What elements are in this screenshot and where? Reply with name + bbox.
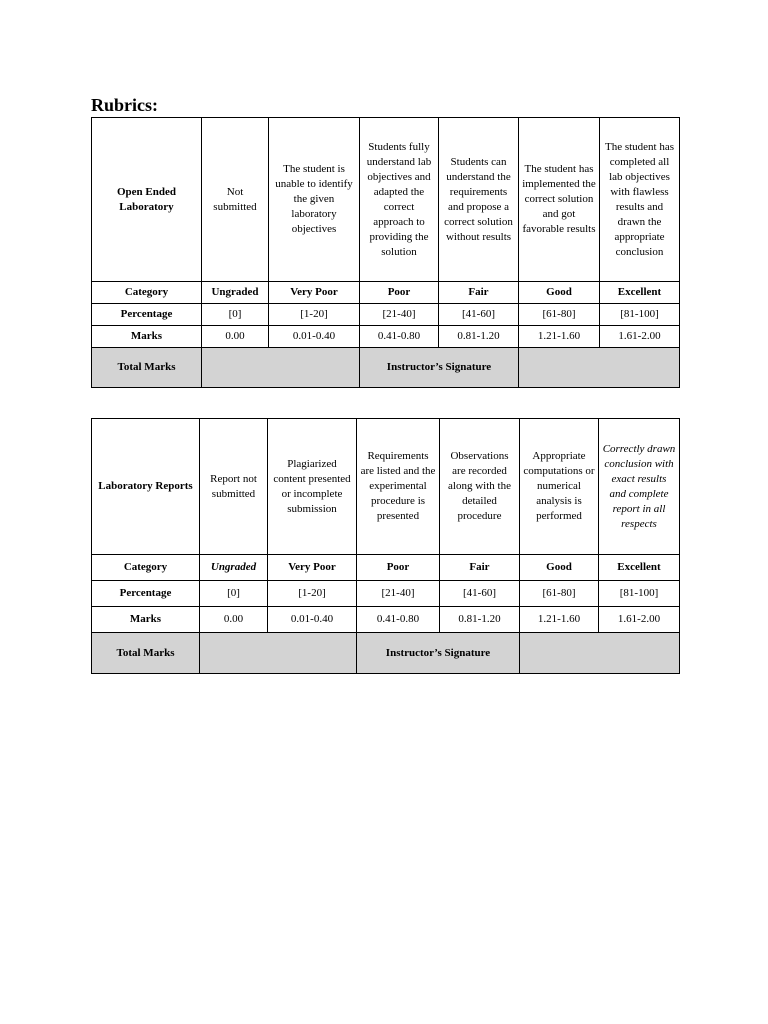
percentage-cell: [0]	[200, 581, 268, 607]
percentage-cell: [61-80]	[520, 581, 599, 607]
total-marks-value-field[interactable]	[200, 633, 357, 674]
marks-label: Marks	[92, 607, 200, 633]
description-cell-ungraded: Report not submitted	[200, 419, 268, 555]
category-cell: Poor	[357, 555, 440, 581]
percentage-cell: [0]	[202, 304, 269, 326]
marks-cell: 0.01-0.40	[269, 326, 360, 348]
percentage-cell: [21-40]	[360, 304, 439, 326]
marks-cell: 0.81-1.20	[439, 326, 519, 348]
percentage-cell: [81-100]	[599, 581, 680, 607]
marks-cell: 0.00	[200, 607, 268, 633]
description-cell-very-poor: The student is unable to identify the given laboratory objectives	[269, 118, 360, 282]
description-cell-very-poor: Plagiarized content presented or incomplete submission	[268, 419, 357, 555]
percentage-row	[92, 304, 680, 326]
total-marks-label: Total Marks	[92, 633, 200, 674]
marks-row	[92, 326, 680, 348]
description-row	[92, 118, 680, 282]
total-marks-label: Total Marks	[92, 348, 202, 388]
category-cell: Ungraded	[202, 282, 269, 304]
description-cell-poor: Requirements are listed and the experimental procedure is presented	[357, 419, 440, 555]
category-cell: Good	[519, 282, 600, 304]
percentage-cell: [41-60]	[439, 304, 519, 326]
description-cell-good: Appropriate computations or numerical analysis is performed	[520, 419, 599, 555]
percentage-label: Percentage	[92, 581, 200, 607]
marks-cell: 1.21-1.60	[520, 607, 599, 633]
category-row	[92, 282, 680, 304]
marks-cell: 0.81-1.20	[440, 607, 520, 633]
instructor-signature-field[interactable]	[519, 348, 680, 388]
table-title-cell: Laboratory Reports	[92, 419, 200, 555]
category-label: Category	[92, 282, 202, 304]
marks-label: Marks	[92, 326, 202, 348]
category-cell: Excellent	[599, 555, 680, 581]
percentage-cell: [21-40]	[357, 581, 440, 607]
description-cell-poor: Students fully understand lab objectives and adapted the correct approach to providing the solution	[360, 118, 439, 282]
category-cell: Ungraded	[200, 555, 268, 581]
percentage-cell: [41-60]	[440, 581, 520, 607]
category-cell: Good	[520, 555, 599, 581]
description-cell-ungraded: Not submitted	[202, 118, 269, 282]
marks-cell: 1.61-2.00	[600, 326, 680, 348]
category-cell: Very Poor	[268, 555, 357, 581]
description-cell-excellent: The student has completed all lab objectives with flawless results and drawn the appropriate conclusion	[600, 118, 680, 282]
total-marks-value-field[interactable]	[202, 348, 360, 388]
marks-cell: 0.41-0.80	[357, 607, 440, 633]
marks-cell: 1.61-2.00	[599, 607, 680, 633]
table-title-cell: Open Ended Laboratory	[92, 118, 202, 282]
description-cell-excellent: Correctly drawn conclusion with exact results and complete report in all respects	[599, 419, 680, 555]
category-cell: Poor	[360, 282, 439, 304]
laboratory-reports-rubric-table	[91, 418, 680, 674]
total-marks-row	[92, 348, 680, 388]
percentage-cell: [1-20]	[269, 304, 360, 326]
marks-row	[92, 607, 680, 633]
percentage-cell: [1-20]	[268, 581, 357, 607]
instructor-signature-field[interactable]	[520, 633, 680, 674]
instructor-signature-label: Instructor’s Signature	[357, 633, 520, 674]
category-label: Category	[92, 555, 200, 581]
marks-cell: 0.41-0.80	[360, 326, 439, 348]
category-cell: Fair	[440, 555, 520, 581]
category-cell: Excellent	[600, 282, 680, 304]
rubrics-heading: Rubrics:	[91, 95, 158, 115]
marks-cell: 0.01-0.40	[268, 607, 357, 633]
percentage-label: Percentage	[92, 304, 202, 326]
total-marks-row	[92, 633, 680, 674]
percentage-cell: [61-80]	[519, 304, 600, 326]
percentage-cell: [81-100]	[600, 304, 680, 326]
instructor-signature-label: Instructor’s Signature	[360, 348, 519, 388]
marks-cell: 0.00	[202, 326, 269, 348]
category-cell: Very Poor	[269, 282, 360, 304]
description-row	[92, 419, 680, 555]
percentage-row	[92, 581, 680, 607]
open-ended-lab-rubric-table	[91, 117, 680, 388]
description-cell-fair: Observations are recorded along with the detailed procedure	[440, 419, 520, 555]
category-row	[92, 555, 680, 581]
description-cell-fair: Students can understand the requirements and propose a correct solution without results	[439, 118, 519, 282]
category-cell: Fair	[439, 282, 519, 304]
marks-cell: 1.21-1.60	[519, 326, 600, 348]
description-cell-good: The student has implemented the correct solution and got favorable results	[519, 118, 600, 282]
